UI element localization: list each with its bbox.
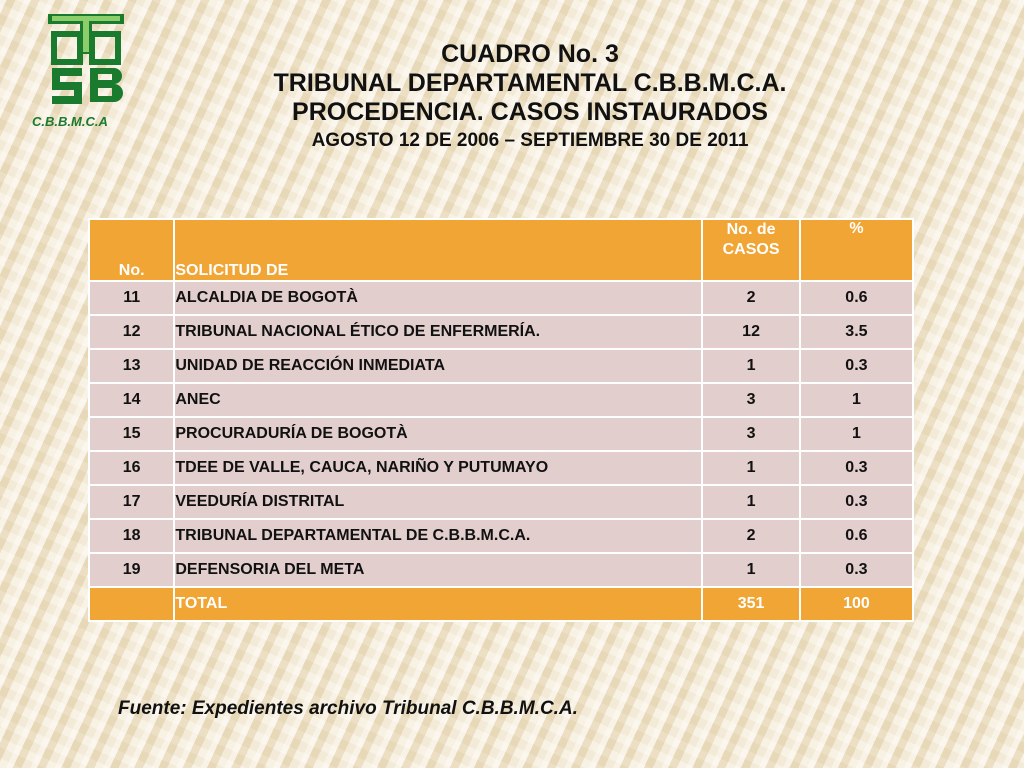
cell-casos: 1 — [702, 553, 800, 587]
title-block — [180, 40, 880, 154]
cell-casos: 3 — [702, 417, 800, 451]
cell-solicitud: VEEDURÍA DISTRITAL — [174, 485, 702, 519]
cell-solicitud: PROCURADURÍA DE BOGOTÀ — [174, 417, 702, 451]
source-note: Fuente: Expedientes archivo Tribunal C.B.B.M.C.A. — [118, 698, 578, 719]
cell-percent: 0.3 — [800, 451, 913, 485]
cell-percent: 0.3 — [800, 485, 913, 519]
cell-percent: 3.5 — [800, 315, 913, 349]
cell-casos: 3 — [702, 383, 800, 417]
cell-no: 13 — [89, 349, 174, 383]
table-row — [89, 485, 913, 519]
cell-percent: 1 — [800, 417, 913, 451]
cell-solicitud: UNIDAD DE REACCIÓN INMEDIATA — [174, 349, 702, 383]
cell-solicitud: TDEE DE VALLE, CAUCA, NARIÑO Y PUTUMAYO — [174, 451, 702, 485]
table-row — [89, 281, 913, 315]
total-label: TOTAL — [174, 587, 702, 621]
total-percent: 100 — [800, 587, 913, 621]
table-row — [89, 451, 913, 485]
cell-no: 15 — [89, 417, 174, 451]
tribunal-name: TRIBUNAL DEPARTAMENTAL C.B.B.M.C.A. — [273, 69, 787, 97]
cell-no: 12 — [89, 315, 174, 349]
table-row — [89, 383, 913, 417]
cell-casos: 2 — [702, 281, 800, 315]
cell-casos: 1 — [702, 485, 800, 519]
column-header-solicitud: SOLICITUD DE — [174, 219, 702, 281]
cell-solicitud: TRIBUNAL DEPARTAMENTAL DE C.B.B.M.C.A. — [174, 519, 702, 553]
cell-casos: 1 — [702, 349, 800, 383]
cell-solicitud: ALCALDIA DE BOGOTÀ — [174, 281, 702, 315]
cases-table — [88, 218, 914, 622]
cell-casos: 1 — [702, 451, 800, 485]
cell-no: 18 — [89, 519, 174, 553]
table-header-row — [89, 219, 913, 281]
logo-caption: C.B.B.M.C.A — [32, 114, 108, 129]
column-header-casos-line1: No. de — [726, 221, 776, 238]
cell-casos: 2 — [702, 519, 800, 553]
total-casos: 351 — [702, 587, 800, 621]
date-range: AGOSTO 12 DE 2006 – SEPTIEMBRE 30 DE 2011 — [311, 130, 749, 151]
cell-solicitud: ANEC — [174, 383, 702, 417]
table-subject: PROCEDENCIA. CASOS INSTAURADOS — [292, 98, 768, 126]
cell-solicitud: DEFENSORIA DEL META — [174, 553, 702, 587]
cell-percent: 0.3 — [800, 553, 913, 587]
table-row — [89, 417, 913, 451]
column-header-no: No. — [89, 219, 174, 281]
column-header-percent: % — [800, 219, 913, 281]
table-row — [89, 349, 913, 383]
tribunal-logo — [44, 12, 128, 106]
cell-casos: 12 — [702, 315, 800, 349]
table-number: CUADRO No. 3 — [441, 40, 619, 68]
table-row — [89, 553, 913, 587]
column-header-casos-line2: CASOS — [722, 241, 780, 258]
table-row — [89, 519, 913, 553]
cell-percent: 1 — [800, 383, 913, 417]
column-header-casos — [702, 219, 800, 281]
cell-no-empty — [89, 587, 174, 621]
cell-no: 14 — [89, 383, 174, 417]
table-row — [89, 315, 913, 349]
cell-no: 17 — [89, 485, 174, 519]
cell-percent: 0.6 — [800, 519, 913, 553]
cell-percent: 0.6 — [800, 281, 913, 315]
cell-solicitud: TRIBUNAL NACIONAL ÉTICO DE ENFERMERÍA. — [174, 315, 702, 349]
cell-no: 16 — [89, 451, 174, 485]
cell-no: 11 — [89, 281, 174, 315]
cell-percent: 0.3 — [800, 349, 913, 383]
cell-no: 19 — [89, 553, 174, 587]
total-row — [89, 587, 913, 621]
